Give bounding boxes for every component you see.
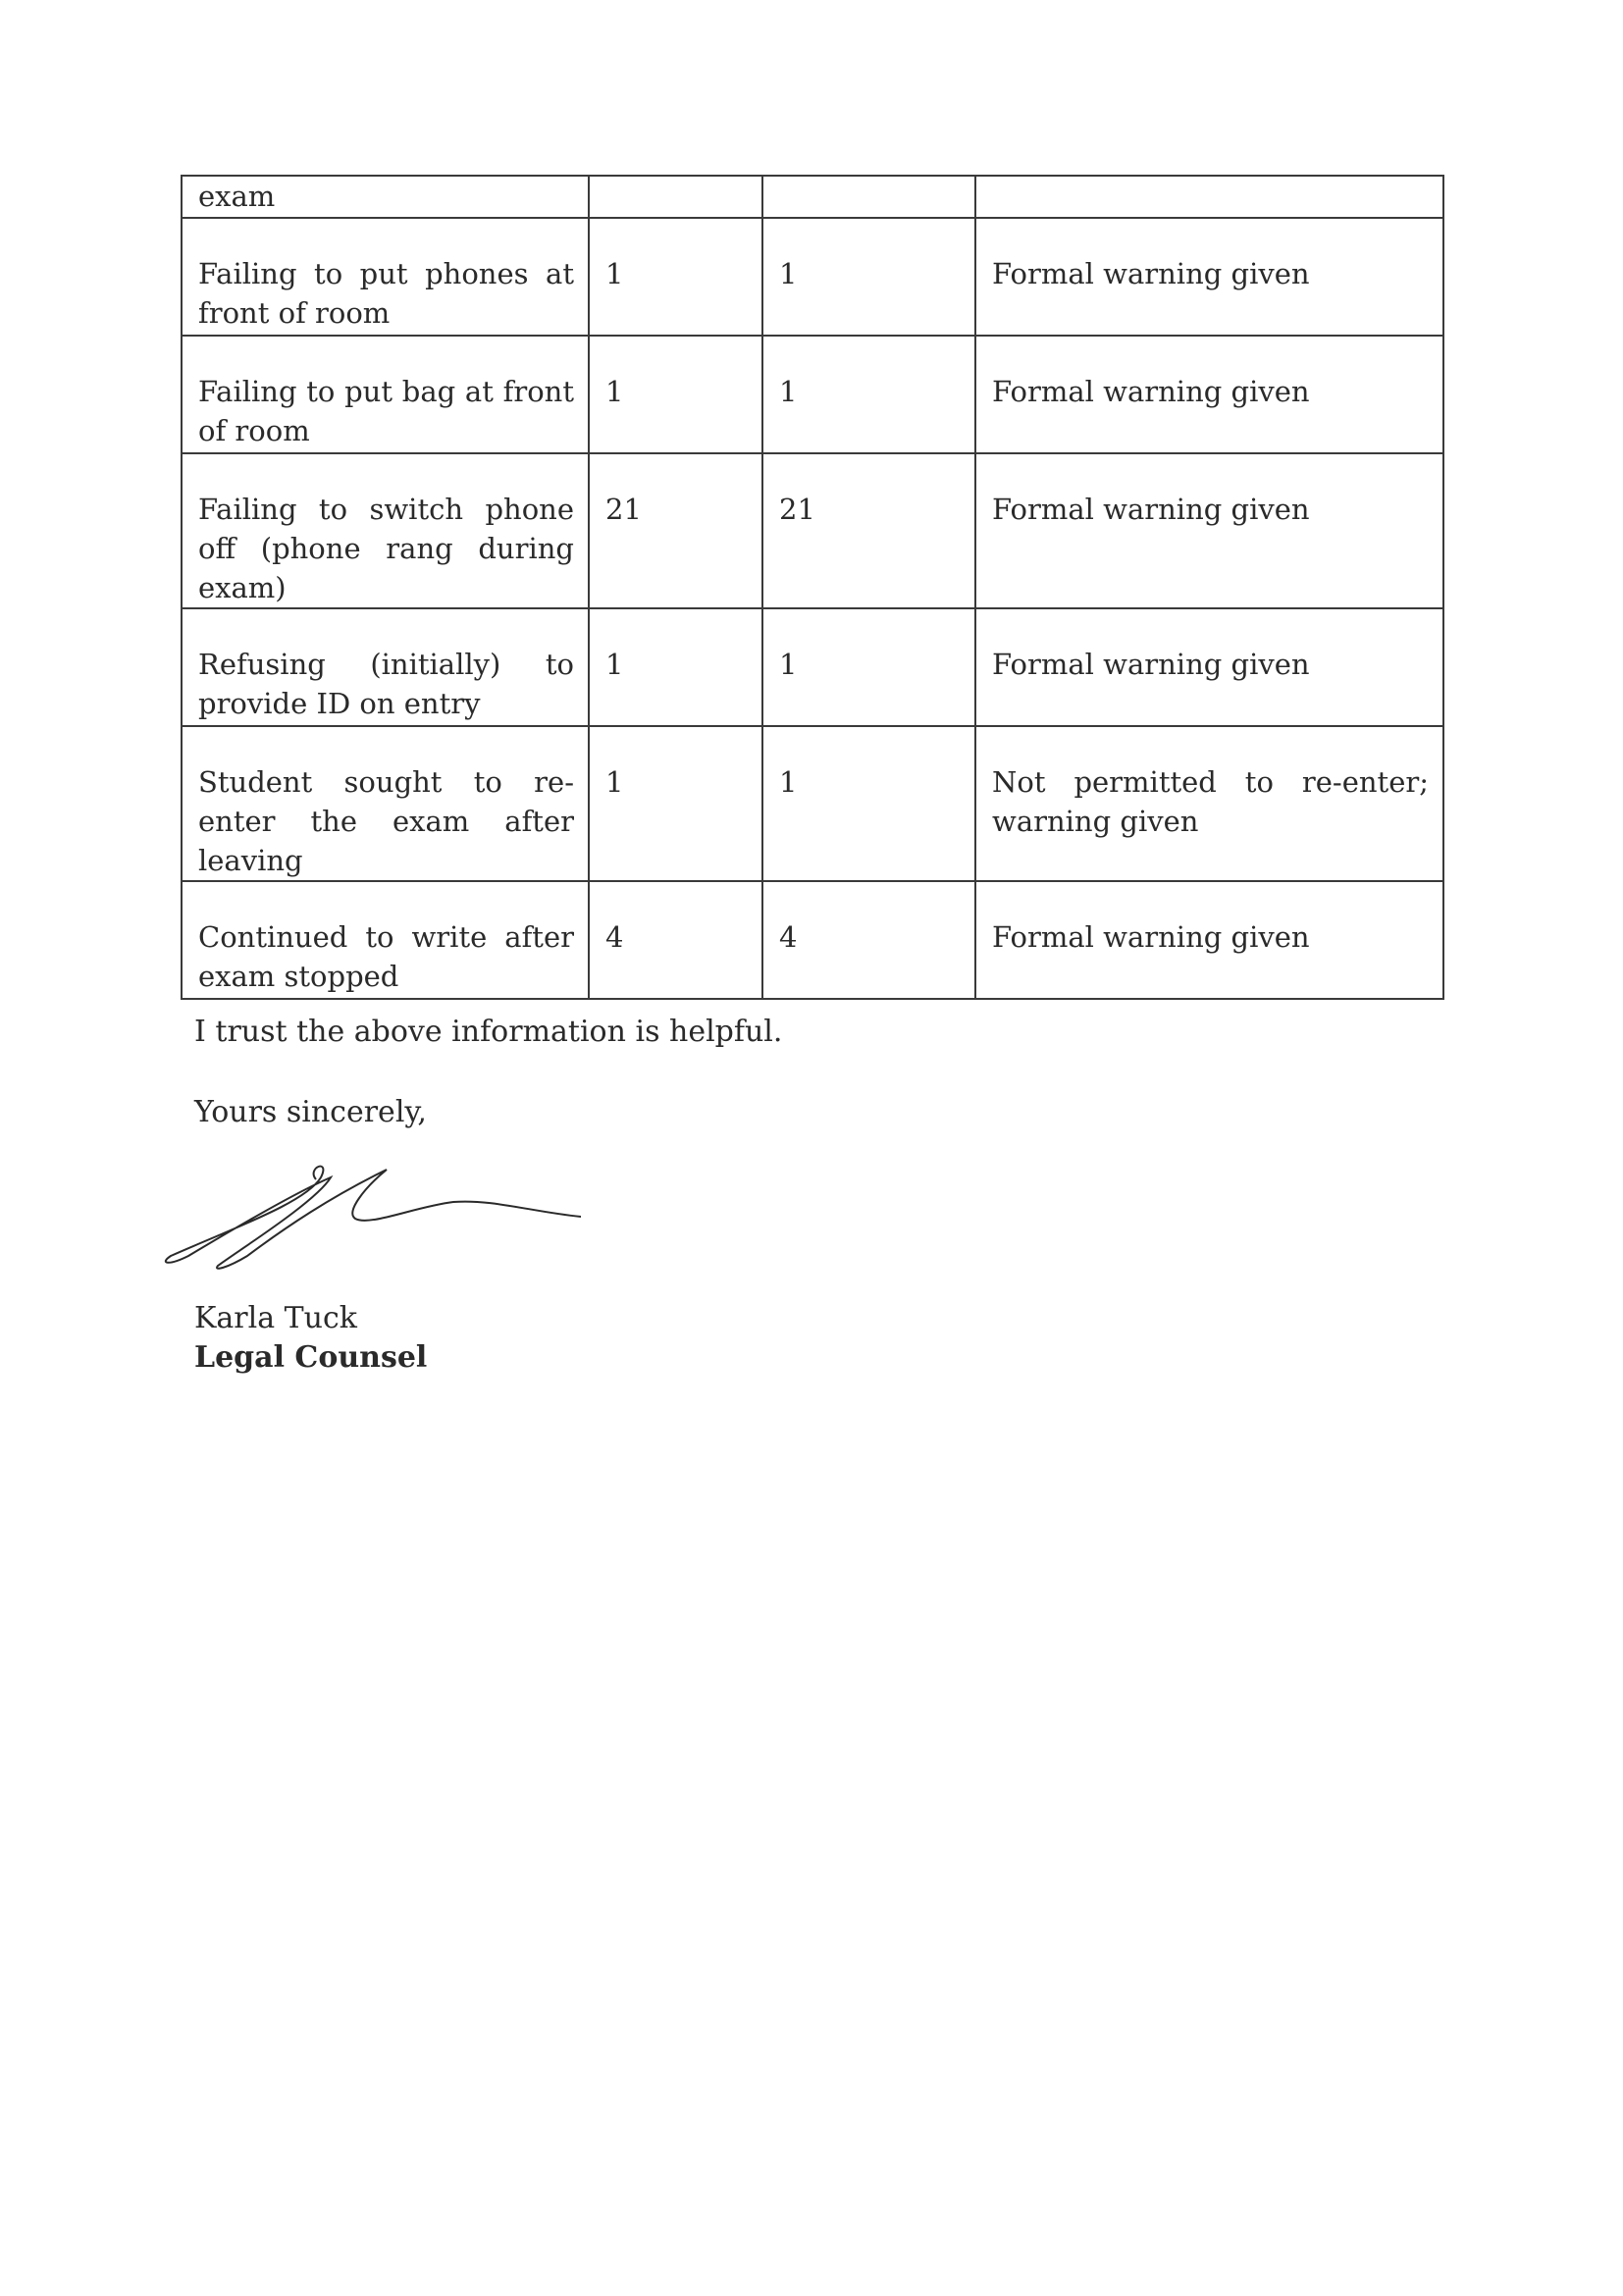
signer-title: Legal Counsel	[194, 1340, 428, 1375]
offence-cell: Refusing (initially) to provide ID on entry	[182, 608, 589, 726]
closing-line: I trust the above information is helpful.	[194, 1015, 783, 1049]
outcome-cell: Formal warning given	[975, 881, 1443, 999]
table-row	[182, 608, 1443, 726]
table-row	[182, 176, 1443, 218]
offence-cell: Continued to write after exam stopped	[182, 881, 589, 999]
salutation: Yours sincerely,	[194, 1095, 427, 1129]
count-cell: 4	[762, 881, 975, 999]
count-cell: 1	[762, 608, 975, 726]
outcome-cell: Formal warning given	[975, 608, 1443, 726]
table-row	[182, 881, 1443, 999]
count-cell: 4	[589, 881, 762, 999]
count-cell	[762, 176, 975, 218]
outcome-cell	[975, 176, 1443, 218]
count-cell: 1	[589, 608, 762, 726]
count-cell: 1	[589, 726, 762, 881]
offence-cell: Failing to switch phone off (phone rang during exam)	[182, 453, 589, 608]
outcome-cell: Formal warning given	[975, 453, 1443, 608]
count-cell	[589, 176, 762, 218]
incident-table	[181, 175, 1444, 1000]
count-cell: 21	[762, 453, 975, 608]
table-row	[182, 453, 1443, 608]
outcome-cell: Formal warning given	[975, 218, 1443, 336]
outcome-cell: Formal warning given	[975, 336, 1443, 453]
offence-cell: Failing to put bag at front of room	[182, 336, 589, 453]
count-cell: 1	[762, 218, 975, 336]
table-row	[182, 726, 1443, 881]
signer-name: Karla Tuck	[194, 1301, 357, 1335]
count-cell: 1	[589, 218, 762, 336]
table-row	[182, 218, 1443, 336]
table-row	[182, 336, 1443, 453]
outcome-cell: Not permitted to re-enter; warning given	[975, 726, 1443, 881]
count-cell: 21	[589, 453, 762, 608]
offence-cell: Failing to put phones at front of room	[182, 218, 589, 336]
handwritten-signature	[159, 1158, 581, 1276]
count-cell: 1	[762, 726, 975, 881]
count-cell: 1	[762, 336, 975, 453]
offence-cell: exam	[182, 176, 589, 218]
count-cell: 1	[589, 336, 762, 453]
offence-cell: Student sought to re-enter the exam after leaving	[182, 726, 589, 881]
